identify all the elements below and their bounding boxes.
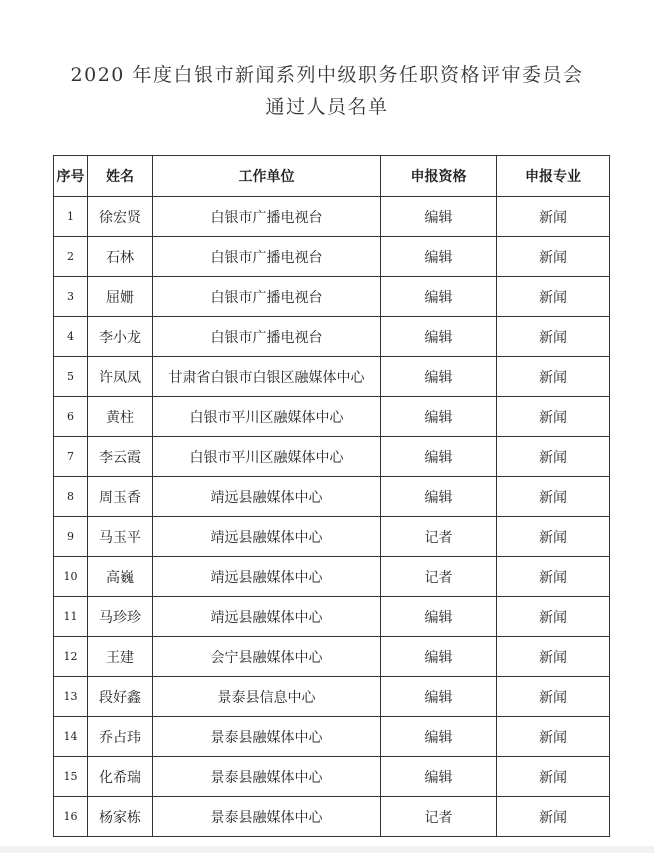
cell-name: 乔占玮 [88, 717, 153, 757]
cell-qualification: 编辑 [381, 597, 497, 637]
cell-major: 新闻 [497, 677, 610, 717]
table-header-row [54, 156, 610, 197]
cell-work-unit: 白银市广播电视台 [153, 317, 381, 357]
cell-name: 化希瑞 [88, 757, 153, 797]
cell-serial-number: 13 [54, 677, 88, 717]
cell-qualification: 编辑 [381, 397, 497, 437]
table-row [54, 197, 610, 237]
cell-major: 新闻 [497, 517, 610, 557]
cell-major: 新闻 [497, 197, 610, 237]
table-row [54, 677, 610, 717]
cell-qualification: 记者 [381, 557, 497, 597]
table-row [54, 517, 610, 557]
cell-work-unit: 靖远县融媒体中心 [153, 597, 381, 637]
table-row [54, 477, 610, 517]
cell-major: 新闻 [497, 277, 610, 317]
cell-major: 新闻 [497, 757, 610, 797]
cell-qualification: 记者 [381, 797, 497, 837]
cell-major: 新闻 [497, 437, 610, 477]
cell-serial-number: 9 [54, 517, 88, 557]
header-name: 姓名 [88, 156, 153, 197]
cell-qualification: 编辑 [381, 237, 497, 277]
cell-serial-number: 16 [54, 797, 88, 837]
cell-work-unit: 靖远县融媒体中心 [153, 517, 381, 557]
cell-work-unit: 白银市广播电视台 [153, 197, 381, 237]
cell-name: 李云霞 [88, 437, 153, 477]
table-row [54, 637, 610, 677]
cell-serial-number: 14 [54, 717, 88, 757]
header-qualification: 申报资格 [381, 156, 497, 197]
cell-qualification: 编辑 [381, 197, 497, 237]
cell-qualification: 编辑 [381, 317, 497, 357]
cell-qualification: 编辑 [381, 357, 497, 397]
cell-name: 李小龙 [88, 317, 153, 357]
cell-work-unit: 白银市广播电视台 [153, 277, 381, 317]
table-row [54, 437, 610, 477]
cell-name: 周玉香 [88, 477, 153, 517]
table-row [54, 357, 610, 397]
cell-major: 新闻 [497, 557, 610, 597]
cell-qualification: 编辑 [381, 757, 497, 797]
table-row [54, 557, 610, 597]
cell-major: 新闻 [497, 237, 610, 277]
cell-major: 新闻 [497, 477, 610, 517]
cell-name: 高巍 [88, 557, 153, 597]
table-row [54, 237, 610, 277]
table-row [54, 597, 610, 637]
cell-qualification: 编辑 [381, 717, 497, 757]
cell-major: 新闻 [497, 597, 610, 637]
cell-name: 王建 [88, 637, 153, 677]
table-row [54, 397, 610, 437]
cell-qualification: 编辑 [381, 477, 497, 517]
cell-work-unit: 会宁县融媒体中心 [153, 637, 381, 677]
cell-name: 马玉平 [88, 517, 153, 557]
cell-work-unit: 景泰县融媒体中心 [153, 797, 381, 837]
cell-serial-number: 1 [54, 197, 88, 237]
header-major: 申报专业 [497, 156, 610, 197]
cell-serial-number: 7 [54, 437, 88, 477]
cell-serial-number: 2 [54, 237, 88, 277]
cell-work-unit: 靖远县融媒体中心 [153, 477, 381, 517]
table-row [54, 717, 610, 757]
table-body [54, 197, 610, 837]
cell-qualification: 编辑 [381, 637, 497, 677]
cell-name: 马珍珍 [88, 597, 153, 637]
cell-serial-number: 8 [54, 477, 88, 517]
header-serial-number: 序号 [54, 156, 88, 197]
cell-major: 新闻 [497, 717, 610, 757]
cell-serial-number: 12 [54, 637, 88, 677]
cell-work-unit: 白银市平川区融媒体中心 [153, 397, 381, 437]
cell-major: 新闻 [497, 637, 610, 677]
cell-work-unit: 景泰县信息中心 [153, 677, 381, 717]
cell-name: 黄柱 [88, 397, 153, 437]
cell-name: 屈姗 [88, 277, 153, 317]
cell-name: 许凤凤 [88, 357, 153, 397]
bottom-edge-strip [0, 846, 654, 853]
cell-serial-number: 3 [54, 277, 88, 317]
cell-serial-number: 4 [54, 317, 88, 357]
cell-serial-number: 6 [54, 397, 88, 437]
cell-work-unit: 甘肃省白银市白银区融媒体中心 [153, 357, 381, 397]
cell-work-unit: 白银市平川区融媒体中心 [153, 437, 381, 477]
page-subtitle: 通过人员名单 [265, 96, 389, 118]
personnel-table [53, 155, 610, 837]
cell-qualification: 编辑 [381, 437, 497, 477]
cell-serial-number: 15 [54, 757, 88, 797]
cell-major: 新闻 [497, 317, 610, 357]
cell-work-unit: 景泰县融媒体中心 [153, 717, 381, 757]
page-title: 2020 年度白银市新闻系列中级职务任职资格评审委员会 [70, 64, 584, 86]
cell-major: 新闻 [497, 797, 610, 837]
cell-work-unit: 靖远县融媒体中心 [153, 557, 381, 597]
table-row [54, 277, 610, 317]
cell-qualification: 记者 [381, 517, 497, 557]
cell-name: 段好鑫 [88, 677, 153, 717]
cell-qualification: 编辑 [381, 277, 497, 317]
cell-serial-number: 5 [54, 357, 88, 397]
cell-work-unit: 白银市广播电视台 [153, 237, 381, 277]
header-work-unit: 工作单位 [153, 156, 381, 197]
cell-name: 徐宏贤 [88, 197, 153, 237]
cell-serial-number: 10 [54, 557, 88, 597]
cell-work-unit: 景泰县融媒体中心 [153, 757, 381, 797]
cell-major: 新闻 [497, 397, 610, 437]
cell-name: 石林 [88, 237, 153, 277]
cell-qualification: 编辑 [381, 677, 497, 717]
table-row [54, 757, 610, 797]
cell-serial-number: 11 [54, 597, 88, 637]
cell-major: 新闻 [497, 357, 610, 397]
table-row [54, 797, 610, 837]
table-row [54, 317, 610, 357]
cell-name: 杨家栋 [88, 797, 153, 837]
